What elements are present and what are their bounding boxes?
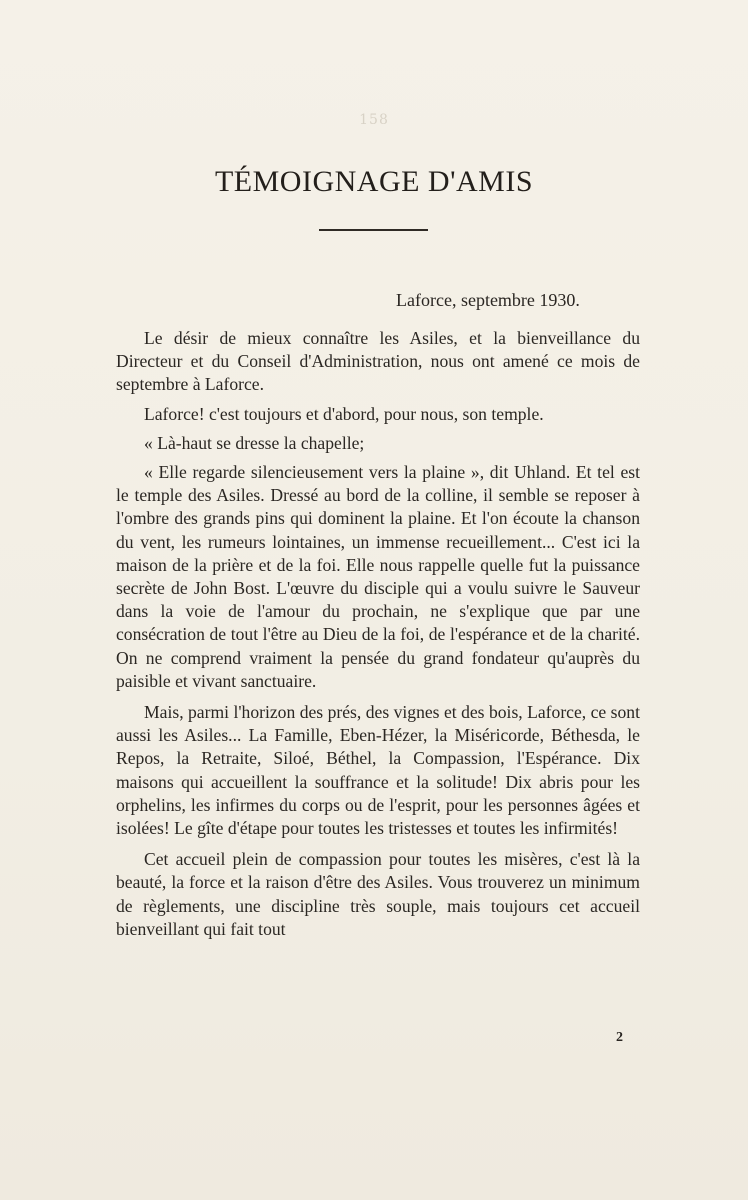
paragraph: « Là-haut se dresse la chapelle; — [144, 432, 365, 453]
page-title: TÉMOIGNAGE D'AMIS — [214, 165, 534, 198]
top-folio: 158 — [359, 112, 389, 128]
page-number: 2 — [616, 1030, 623, 1045]
dateline: Laforce, septembre 1930. — [396, 290, 580, 310]
paragraph: Mais, parmi l'horizon des prés, des vignes et des bois, Laforce, ce sont aussi les Asiles... La Famille, Eben-Hézer, la Miséricorde, Béthesda, le Repos, la Retraite, Siloé, Béthel, la Compassion, l'Espérance. Dix maisons qui accueillent la souffrance et la solitude! Dix abris pour les orphelins, les infirmes du corps ou de l'esprit, pour les personnes âgées et isolées! Le gîte d'étape pour toutes les tristesses et toutes les infirmités! — [116, 702, 640, 839]
title-rule — [319, 229, 428, 231]
paragraph: « Elle regarde silencieusement vers la plaine », dit Uhland. Et tel est le temple des Asiles. Dressé au bord de la colline, il semble se reposer à l'ombre des grands pins qui dominent la plaine. Et l'on écoute la chanson du vent, les rumeurs lointaines, un immense recueillement... C'est ici la maison de la prière et de la foi. Elle nous rappelle quelle fut la puissance secrète de John Bost. L'œuvre du disciple qui a voulu suivre le Sauveur dans la voie de l'amour du prochain, ne s'explique que par une consécration de tout l'être au Dieu de la foi, de l'espérance et de la charité. On ne comprend vraiment la pensée du grand fondateur qu'auprès du paisible et vivant sanctuaire. — [116, 462, 640, 691]
paragraph: Laforce! c'est toujours et d'abord, pour nous, son temple. — [144, 403, 544, 424]
paragraph: Cet accueil plein de compassion pour toutes les misères, c'est là la beauté, la force et la raison d'être des Asiles. Vous trouverez un minimum de règlements, une discipline très souple, mais toujours cet accueil bienveillant qui fait tout — [116, 849, 640, 939]
body-text — [116, 327, 640, 949]
paragraph: Le désir de mieux connaître les Asiles, et la bienveillance du Directeur et du Conseil d'Administration, nous ont amené ce mois de septembre à Laforce. — [116, 328, 640, 395]
